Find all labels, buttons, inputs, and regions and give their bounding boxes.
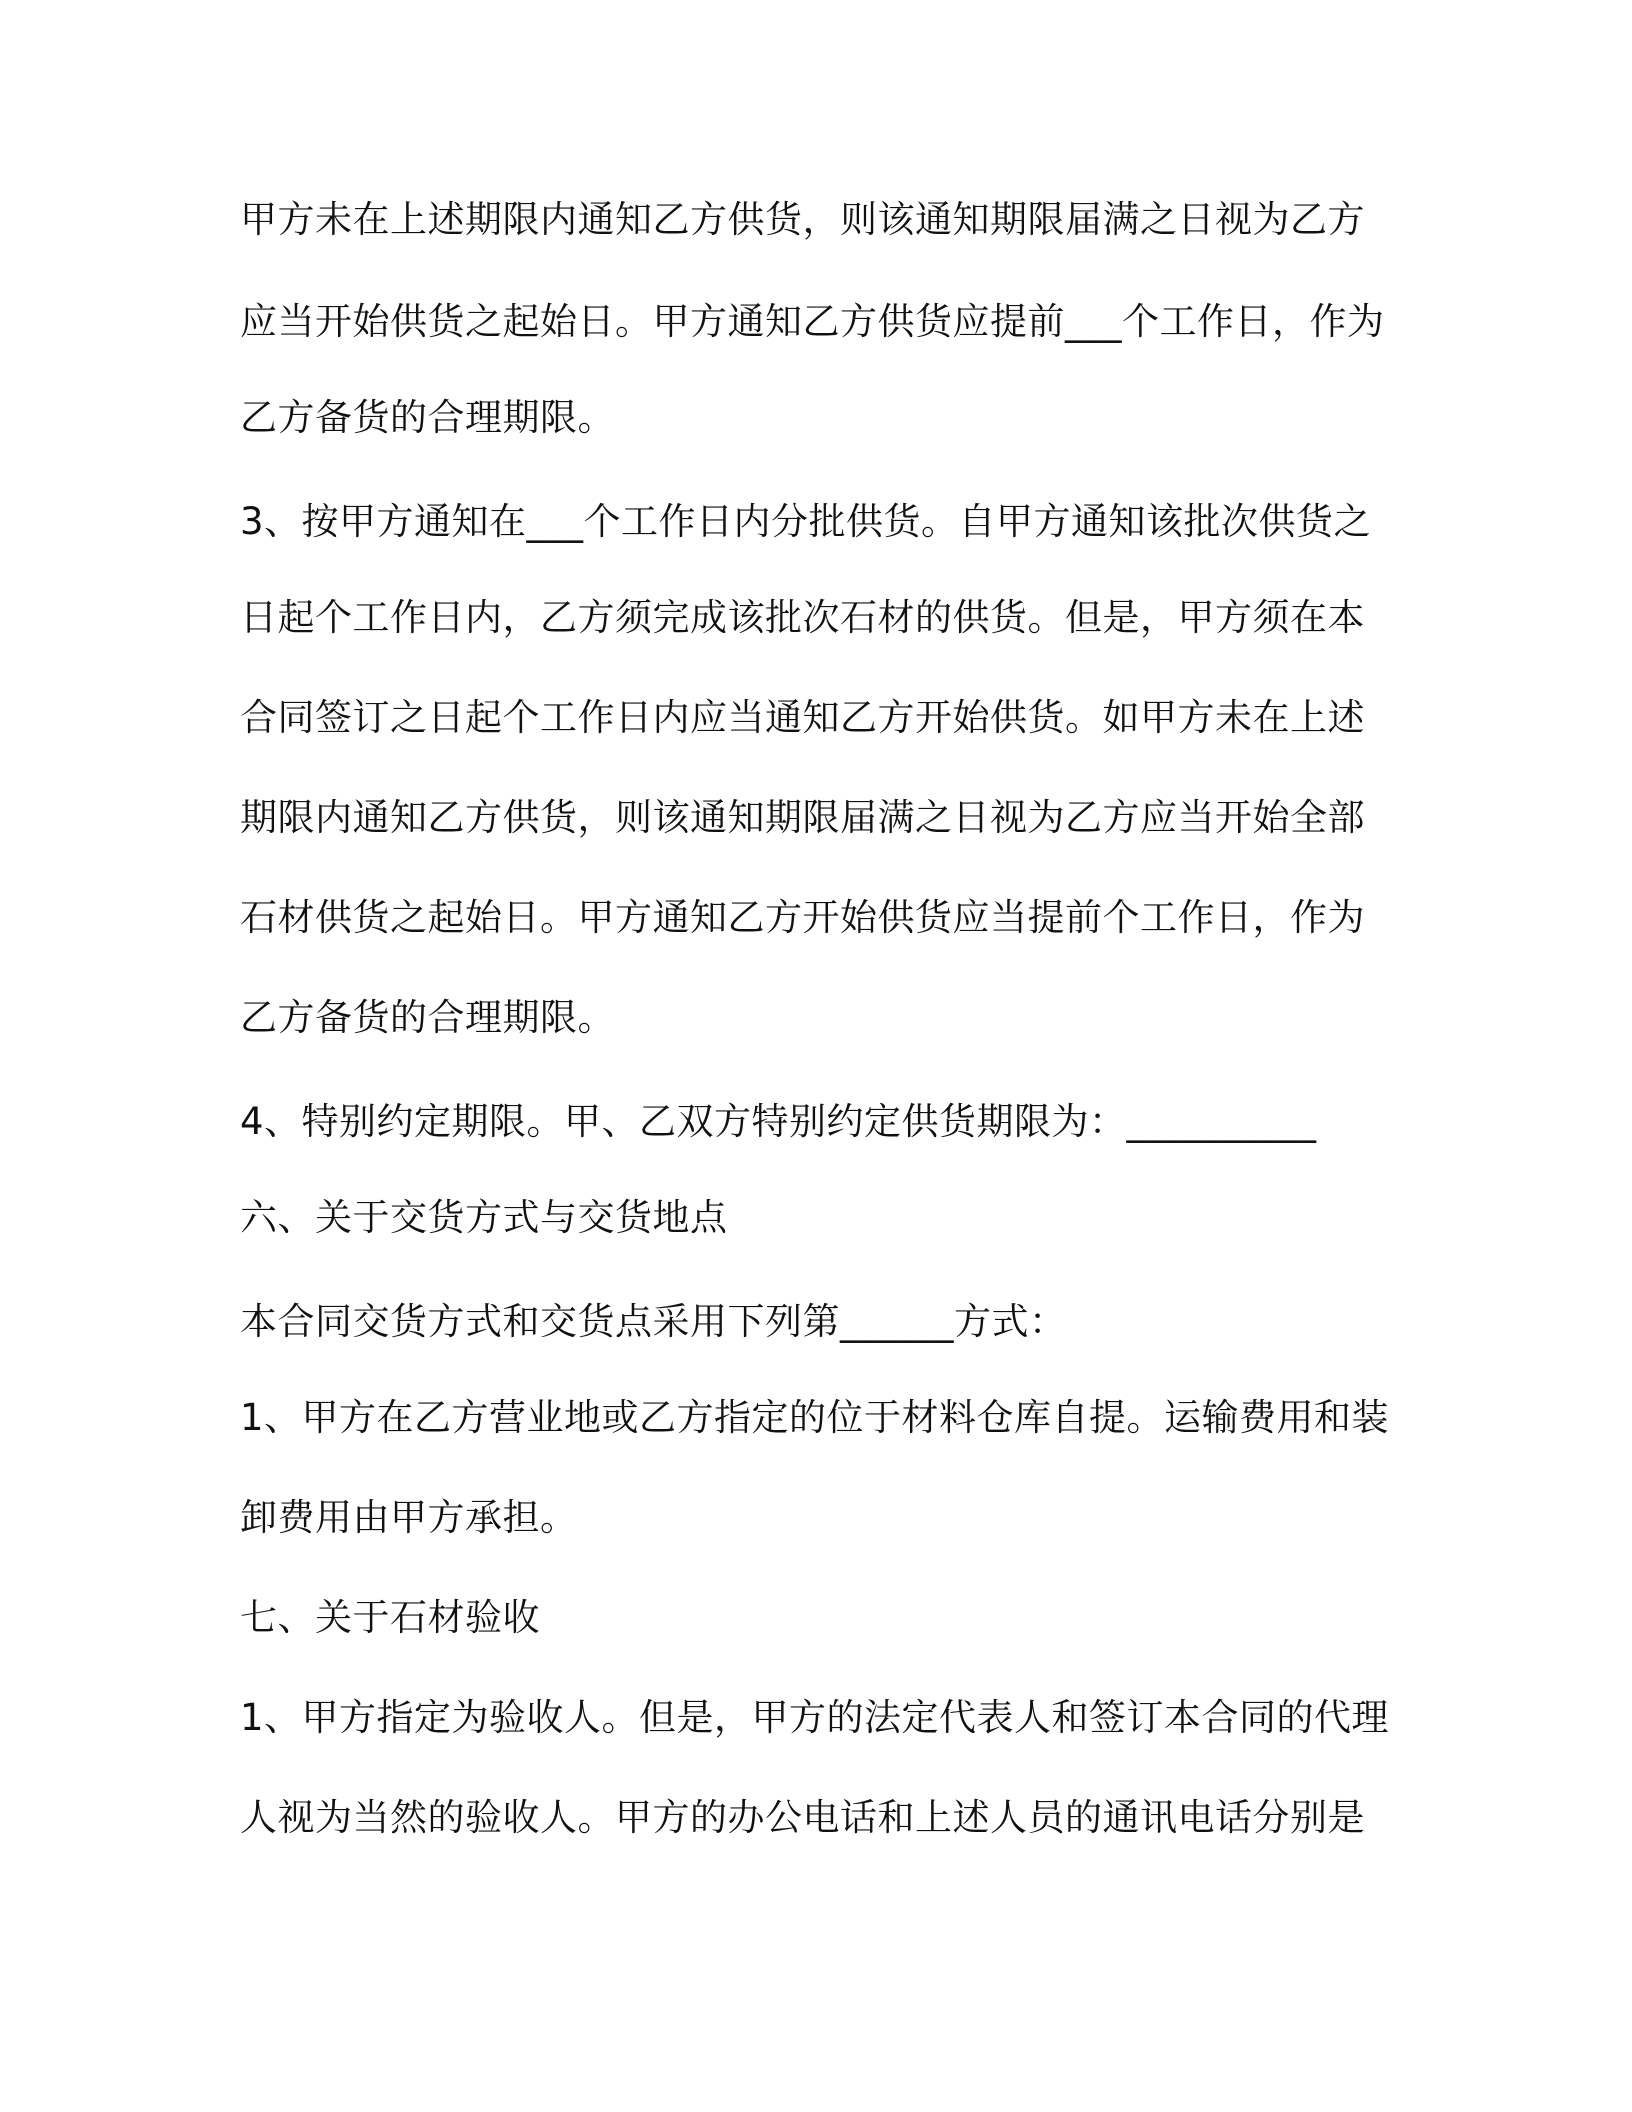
paragraph-line: 人视为当然的验收人。甲方的办公电话和上述人员的通讯电话分别是: [240, 1796, 1365, 1839]
paragraph-line: 应当开始供货之起始日。甲方通知乙方供货应提前___个工作日，作为: [240, 300, 1385, 343]
paragraph-line: 期限内通知乙方供货，则该通知期限届满之日视为乙方应当开始全部: [240, 796, 1365, 839]
paragraph-line: 3、按甲方通知在___个工作日内分批供货。自甲方通知该批次供货之: [240, 500, 1372, 543]
paragraph-line: 日起个工作日内，乙方须完成该批次石材的供货。但是，甲方须在本: [240, 596, 1365, 639]
paragraph-line: 4、特别约定期限。甲、乙双方特别约定供货期限为：__________: [240, 1100, 1317, 1143]
paragraph-line: 甲方未在上述期限内通知乙方供货，则该通知期限届满之日视为乙方: [240, 198, 1365, 241]
paragraph-line: 卸费用由甲方承担。: [240, 1496, 578, 1539]
paragraph-line: 1、甲方在乙方营业地或乙方指定的位于材料仓库自提。运输费用和装: [240, 1396, 1390, 1439]
section-heading: 七、关于石材验收: [240, 1596, 540, 1639]
section-heading: 六、关于交货方式与交货地点: [240, 1196, 728, 1239]
paragraph-line: 1、甲方指定为验收人。但是，甲方的法定代表人和签订本合同的代理: [240, 1696, 1390, 1739]
paragraph-line: 石材供货之起始日。甲方通知乙方开始供货应当提前个工作日，作为: [240, 896, 1365, 939]
paragraph-line: 本合同交货方式和交货点采用下列第______方式：: [240, 1300, 1067, 1343]
paragraph-line: 合同签订之日起个工作日内应当通知乙方开始供货。如甲方未在上述: [240, 696, 1365, 739]
paragraph-line: 乙方备货的合理期限。: [240, 396, 615, 439]
paragraph-line: 乙方备货的合理期限。: [240, 996, 615, 1039]
